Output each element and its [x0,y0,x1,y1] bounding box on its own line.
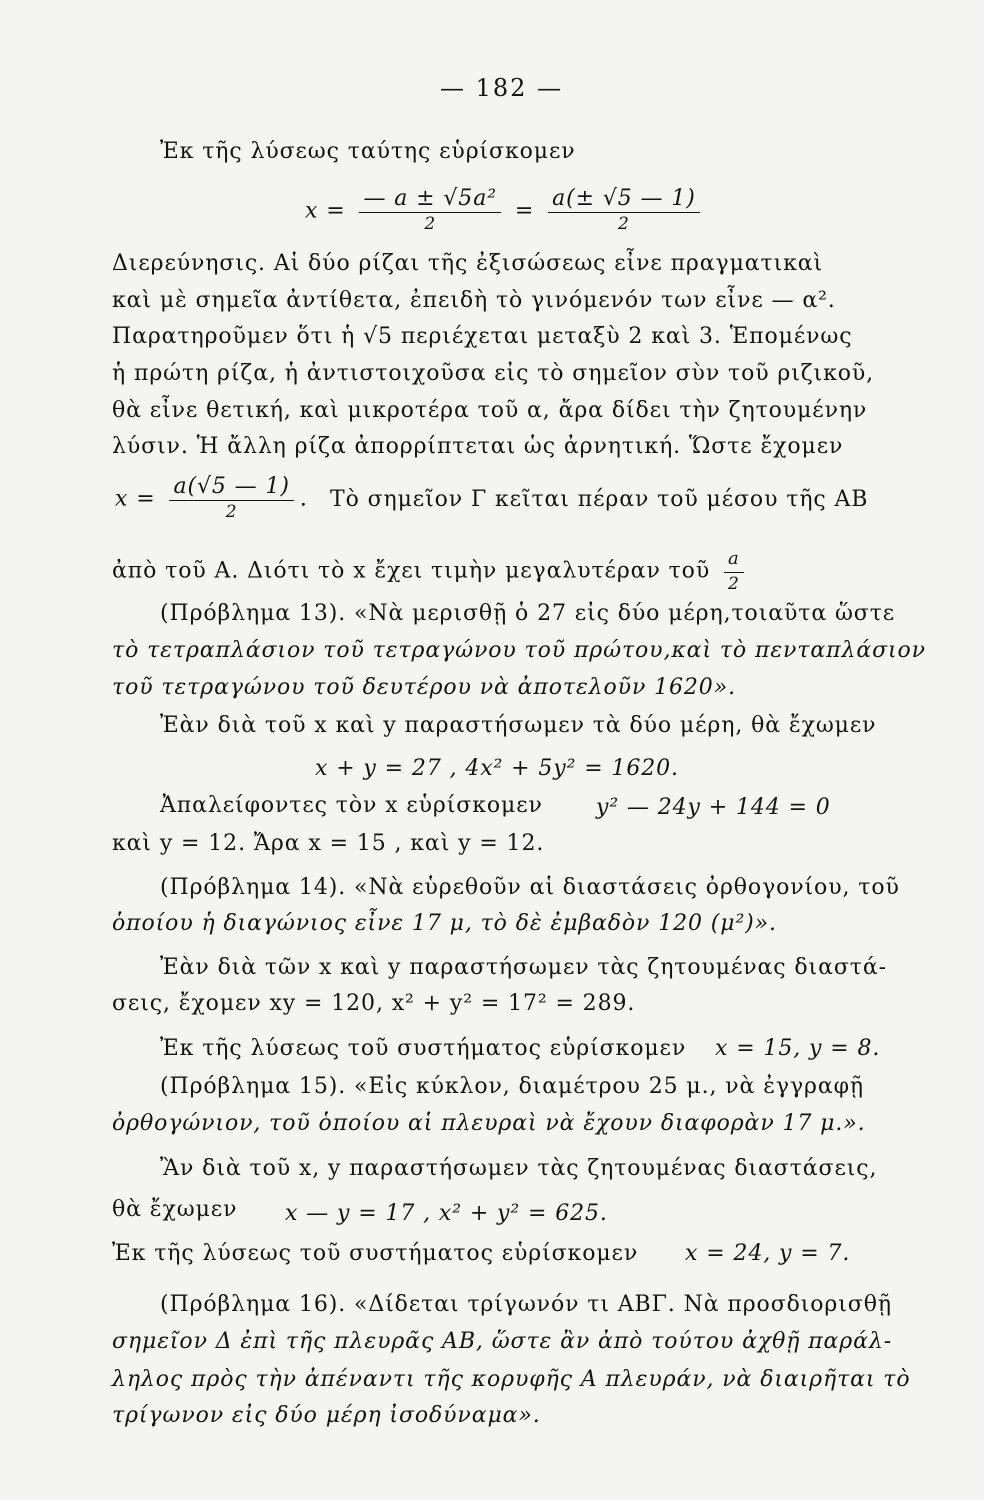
formula-solution [115,476,308,523]
formula-equals: = [514,198,535,224]
formula-period: . [299,486,308,512]
equation: x = 24, y = 7. [685,1241,851,1266]
text-line: λύσιν. Ἡ ἄλλη ρίζα ἀπορρίπτεται ὡς ἀρνητική. Ὥστε ἔχομεν [112,434,844,459]
fraction [169,476,293,523]
text-line: Ἐκ τῆς λύσεως τοῦ συστήματος εὑρίσκομεν [160,1036,687,1061]
text-line: θὰ ἔχωμεν [112,1197,238,1222]
text-line: ὁποίου ἡ διαγώνιος εἶνε 17 μ, τὸ δὲ ἐμβαδὸν 120 (μ²)». [112,911,777,936]
formula-lhs: x = [305,198,346,224]
text-line: καὶ y = 12. Ἄρα x = 15 , καὶ y = 12. [112,831,545,856]
problem-14: (Πρόβλημα 14). «Νὰ εὑρεθοῦν αἱ διαστάσεις ὀρθογονίου, τοῦ [160,875,900,900]
fraction-numerator: a(± √5 — 1) [548,188,700,213]
problem-13: (Πρόβλημα 13). «Νὰ μερισθῇ ὁ 27 εἰς δύο μέρη,τοιαῦτα ὥστε [160,601,896,626]
equation: x — y = 17 , x² + y² = 625. [285,1201,608,1226]
text-line: σημεῖον Δ ἐπὶ τῆς πλευρᾶς ΑΒ, ὥστε ἂν ἀπὸ τούτου ἀχθῇ παράλ- [112,1329,893,1354]
equation: y² — 24y + 144 = 0 [596,795,831,820]
text-line: τρίγωνον εἰς δύο μέρη ἰσοδύναμα». [112,1403,541,1428]
text-line: τὸ τετραπλάσιον τοῦ τετραγώνου τοῦ πρώτου,καὶ τὸ πενταπλάσιον [112,638,926,663]
text-run: ἀπὸ τοῦ Α. Διότι τὸ x ἔχει τιμὴν μεγαλυτέραν τοῦ [112,558,711,584]
text-line: Ἐκ τῆς λύσεως τοῦ συστήματος εὑρίσκομεν [112,1241,639,1266]
text-line [112,548,750,595]
fraction-numerator: — a ± √5a² [359,188,500,213]
fraction [724,548,744,595]
fraction-denominator: 2 [424,214,437,234]
equation: x + y = 27 , 4x² + 5y² = 1620. [315,756,679,781]
text-line: Ἐὰν διὰ τοῦ x καὶ y παραστήσωμεν τὰ δύο μέρη, θὰ ἔχωμεν [160,713,877,738]
text-line: τοῦ τετραγώνου τοῦ δευτέρου νὰ ἀποτελοῦν 1620». [112,675,736,700]
text-line: ἡ πρώτη ρίζα, ἡ ἀντιστοιχοῦσα εἰς τὸ σημεῖον σὺν τοῦ ριζικοῦ, [112,361,875,386]
fraction-numerator: a [724,548,744,573]
fraction-numerator: a(√5 — 1) [169,476,293,501]
text-line: σεις, ἔχομεν xy = 120, x² + y² = 17² = 289. [112,991,636,1016]
text-line: Ἂν διὰ τοῦ x, y παραστήσωμεν τὰς ζητουμένας διαστάσεις, [160,1156,878,1181]
equation: x = 15, y = 8. [715,1036,881,1061]
fraction-denominator: 2 [225,502,238,522]
problem-16: (Πρόβλημα 16). «Δίδεται τρίγωνόν τι ΑΒΓ. Νὰ προσδιορισθῇ [160,1292,892,1317]
fraction-denominator: 2 [727,574,740,594]
fraction-denominator: 2 [618,214,630,234]
page-number: — 182 — [440,74,564,102]
text-line: ὀρθογώνιον, τοῦ ὁποίου αἱ πλευραὶ νὰ ἔχουν διαφορὰν 17 μ.». [112,1111,866,1136]
formula-lhs: x = [115,486,156,512]
text-line: Παρατηροῦμεν ὅτι ἡ √5 περιέχεται μεταξὺ 2 καὶ 3. Ἑπομένως [112,324,853,349]
text-line: Διερεύνησις. Αἱ δύο ρίζαι τῆς ἐξισώσεως εἶνε πραγματικαὶ [112,251,824,276]
text-line: καὶ μὲ σημεῖα ἀντίθετα, ἐπειδὴ τὸ γινόμενόν των εἶνε — α². [112,288,836,313]
formula-roots [305,188,706,235]
problem-15: (Πρόβλημα 15). «Εἰς κύκλον, διαμέτρου 25 μ., νὰ ἐγγραφῇ [160,1074,864,1099]
fraction [548,188,700,235]
text-line: Τὸ σημεῖον Γ κεῖται πέραν τοῦ μέσου τῆς ΑΒ [330,487,869,512]
text-line: Ἐὰν διὰ τῶν x καὶ y παραστήσωμεν τὰς ζητουμένας διαστά- [160,955,887,980]
text-line: θὰ εἶνε θετική, καὶ μικροτέρα τοῦ α, ἄρα δίδει τὴν ζητουμένην [112,398,868,423]
text-line: ληλος πρὸς τὴν ἀπέναντι τῆς κορυφῆς Α πλευράν, νὰ διαιρῆται τὸ [112,1367,911,1392]
text-line: Ἐκ τῆς λύσεως ταύτης εὑρίσκομεν [160,139,576,164]
text-line: Ἀπαλείφοντες τὸν x εὑρίσκομεν [160,793,543,818]
fraction [359,188,500,235]
